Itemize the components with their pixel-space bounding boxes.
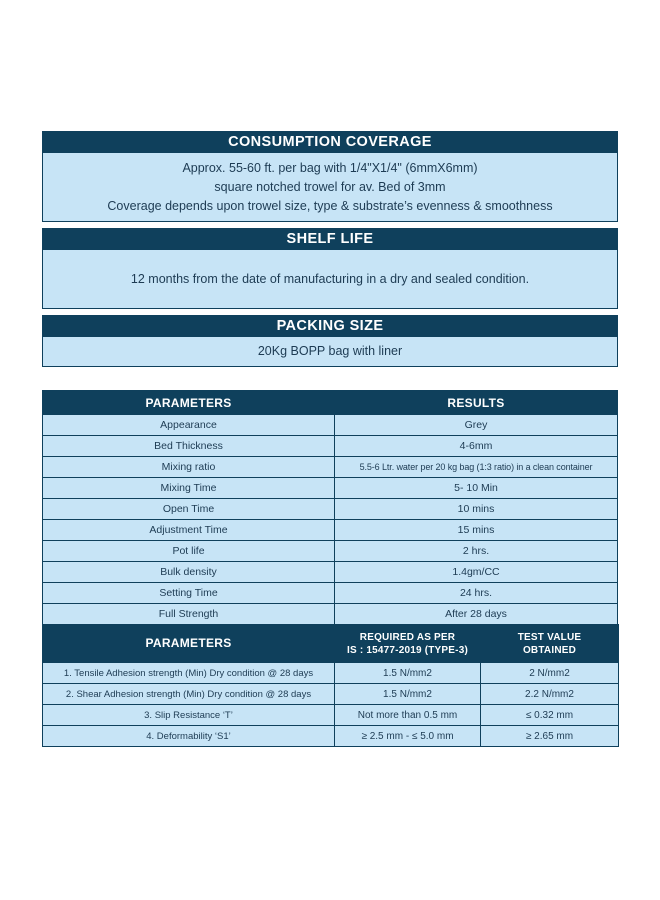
result-cell: 24 hrs. [335,583,618,604]
section-shelf-life [42,228,618,309]
table-row [43,726,619,747]
table-row [43,583,618,604]
param-cell: Mixing Time [43,478,335,499]
table-row [43,520,618,541]
required-cell: Not more than 0.5 mm [335,705,481,726]
table1-header-row [43,391,618,415]
required-cell: 1.5 N/mm2 [335,663,481,684]
required-cell: 1.5 N/mm2 [335,684,481,705]
table2-header-row [43,625,619,663]
result-cell: 5- 10 Min [335,478,618,499]
table-row [43,684,619,705]
result-cell: 10 mins [335,499,618,520]
test-header-line-2: OBTAINED [522,644,577,656]
section-packing-size [42,315,618,367]
section-consumption-coverage [42,131,618,222]
packing-size-body [42,337,618,367]
spec-sheet [42,0,618,747]
table-row [43,604,618,625]
required-header-line-2: IS : 15477-2019 (TYPE-3) [347,644,468,656]
param-cell: Bulk density [43,562,335,583]
shelf-life-title: SHELF LIFE [42,228,618,250]
param-cell: Adjustment Time [43,520,335,541]
result-cell: After 28 days [335,604,618,625]
table-row [43,499,618,520]
param-cell: Mixing ratio [43,457,335,478]
param-cell: Open Time [43,499,335,520]
param-cell: Appearance [43,415,335,436]
table1-header-parameters: PARAMETERS [43,391,335,415]
result-cell: 1.4gm/CC [335,562,618,583]
table-row [43,478,618,499]
parameters-results-table [42,390,618,625]
table2-header-test-value [481,625,619,663]
result-cell: 2 hrs. [335,541,618,562]
consumption-coverage-title: CONSUMPTION COVERAGE [42,131,618,153]
param-cell: 3. Slip Resistance ‘T’ [43,705,335,726]
table-row [43,415,618,436]
param-cell: 1. Tensile Adhesion strength (Min) Dry condition @ 28 days [43,663,335,684]
table-row [43,457,618,478]
test-results-table [42,624,619,747]
param-cell: Bed Thickness [43,436,335,457]
shelf-life-text: 12 months from the date of manufacturing in a dry and sealed condition. [130,271,530,286]
consumption-line-1: Approx. 55-60 ft. per bag with 1/4"X1/4" (6mmX6mm) [182,160,478,175]
table-row [43,562,618,583]
consumption-line-3: Coverage depends upon trowel size, type & substrate’s evenness & smoothness [107,198,553,213]
result-cell: 5.5-6 Ltr. water per 20 kg bag (1:3 ratio) in a clean container [335,457,618,478]
test-value-cell: ≥ 2.65 mm [481,726,619,747]
shelf-life-body [42,250,618,309]
test-value-cell: ≤ 0.32 mm [481,705,619,726]
spacer [42,373,618,390]
required-cell: ≥ 2.5 mm - ≤ 5.0 mm [335,726,481,747]
packing-size-title: PACKING SIZE [42,315,618,337]
test-value-cell: 2 N/mm2 [481,663,619,684]
param-cell: 4. Deformability ‘S1’ [43,726,335,747]
table-row [43,541,618,562]
result-cell: 15 mins [335,520,618,541]
result-cell: Grey [335,415,618,436]
test-header-line-1: TEST VALUE [517,631,582,643]
consumption-line-2: square notched trowel for av. Bed of 3mm [214,179,446,194]
test-value-cell: 2.2 N/mm2 [481,684,619,705]
required-header-line-1: REQUIRED AS PER [359,631,456,643]
table-row [43,705,619,726]
table-row [43,663,619,684]
result-cell: 4-6mm [335,436,618,457]
table1-header-results: RESULTS [335,391,618,415]
param-cell: Setting Time [43,583,335,604]
table2-header-required [335,625,481,663]
consumption-coverage-body [42,153,618,222]
param-cell: Full Strength [43,604,335,625]
param-cell: 2. Shear Adhesion strength (Min) Dry condition @ 28 days [43,684,335,705]
param-cell: Pot life [43,541,335,562]
packing-size-text: 20Kg BOPP bag with liner [257,344,403,358]
table2-header-parameters: PARAMETERS [43,625,335,663]
table-row [43,436,618,457]
